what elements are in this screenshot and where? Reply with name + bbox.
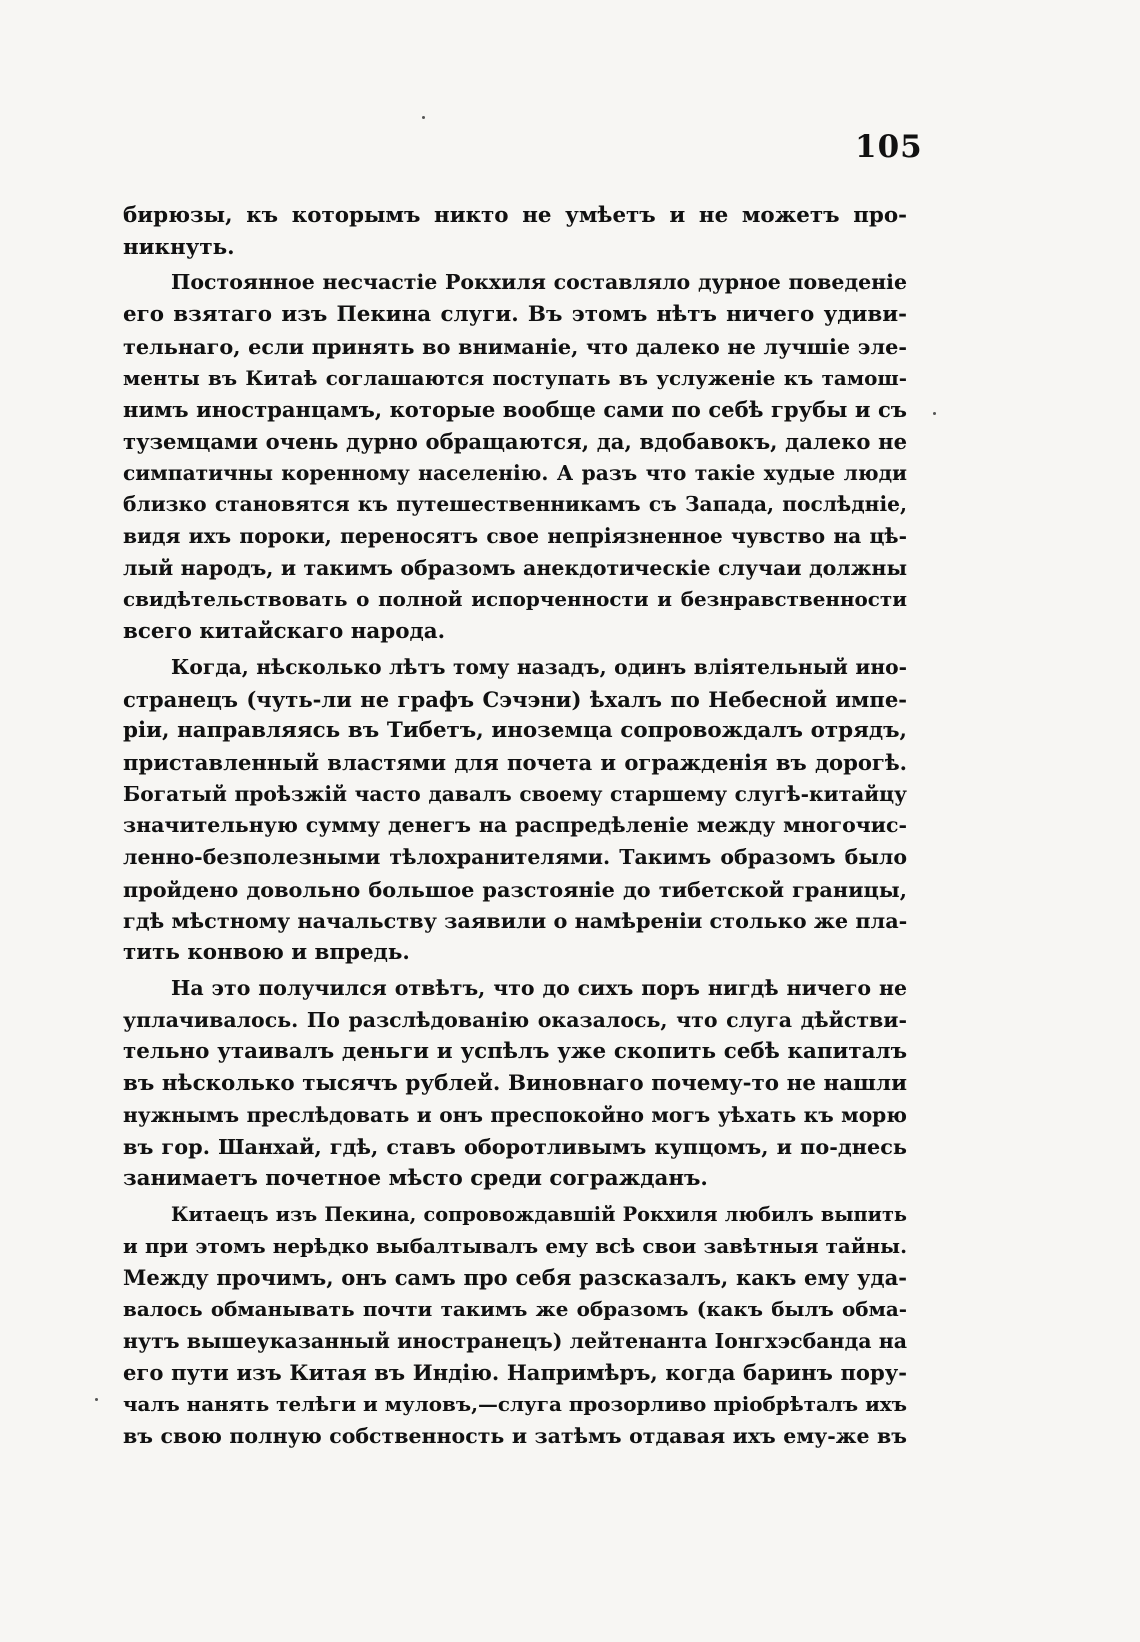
text-line: нутъ вышеуказанный иностранецъ) лейтенанта Іонгхэсбанда на bbox=[123, 1328, 907, 1353]
text-line: лый народъ, и такимъ образомъ анекдотическіе случаи должны bbox=[123, 555, 907, 580]
scan-speck bbox=[933, 412, 936, 415]
scan-speck bbox=[95, 1398, 98, 1401]
text-line: бирюзы, къ которымъ никто не умѣетъ и не можетъ про- bbox=[123, 203, 907, 228]
text-line: видя ихъ пороки, переносятъ свое непріязненное чувство на цѣ- bbox=[123, 524, 907, 549]
body-text bbox=[123, 200, 907, 1452]
text-line: Когда, нѣсколько лѣтъ тому назадъ, одинъ вліятельный ино- bbox=[171, 654, 907, 679]
text-line: тельно утаивалъ деньги и успѣлъ уже скопить себѣ капиталъ bbox=[123, 1039, 907, 1065]
text-line: ленно-безполезными тѣлохранителями. Такимъ образомъ было bbox=[123, 845, 907, 870]
text-line: гдѣ мѣстному начальству заявили о намѣреніи столько же пла- bbox=[123, 908, 907, 934]
scan-speck bbox=[422, 116, 425, 119]
text-line: Богатый проѣзжій часто давалъ своему старшему слугѣ-китайцу bbox=[123, 781, 907, 806]
text-line: менты въ Китаѣ соглашаются поступать въ услуженіе къ тамош- bbox=[123, 365, 907, 390]
text-line: его взятаго изъ Пекина слуги. Въ этомъ нѣтъ ничего удиви- bbox=[123, 302, 907, 328]
text-line: всего китайскаго народа. bbox=[123, 619, 446, 645]
text-line: въ свою полную собственность и затѣмъ отдавая ихъ ему-же въ bbox=[123, 1423, 907, 1448]
text-line: Китаецъ изъ Пекина, сопровождавшій Рокхиля любилъ выпить bbox=[171, 1202, 907, 1226]
text-line: приставленный властями для почета и огражденія въ дорогѣ. bbox=[123, 749, 907, 775]
text-line: нужнымъ преслѣдовать и онъ преспокойно могъ уѣхать къ морю bbox=[123, 1102, 907, 1127]
text-line: въ нѣсколько тысячъ рублей. Виновнаго почему-то не нашли bbox=[123, 1070, 907, 1096]
text-line: значительную сумму денегъ на распредѣленіе между многочис- bbox=[123, 813, 907, 838]
page-number: 105 bbox=[855, 129, 923, 165]
text-line: симпатичны коренному населенію. А разъ что такіе худые люди bbox=[123, 460, 907, 485]
text-line: Между прочимъ, онъ самъ про себя разсказалъ, какъ ему уда- bbox=[123, 1265, 907, 1291]
text-line: тить конвою и впредь. bbox=[123, 940, 410, 966]
text-line: въ гор. Шанхай, гдѣ, ставъ оборотливымъ купцомъ, и по-днесь bbox=[123, 1134, 907, 1160]
text-line: Постоянное несчастіе Рокхиля составляло дурное поведеніе bbox=[171, 270, 907, 295]
text-line: никнуть. bbox=[123, 234, 235, 260]
text-line: туземцами очень дурно обращаются, да, вдобавокъ, далеко не bbox=[123, 428, 907, 454]
text-line: близко становятся къ путешественникамъ съ Запада, послѣдніе, bbox=[123, 492, 907, 517]
text-line: нимъ иностранцамъ, которые вообще сами по себѣ грубы и съ bbox=[123, 397, 907, 423]
text-line: чалъ нанять телѣги и муловъ,—слуга прозорливо пріобрѣталъ ихъ bbox=[123, 1392, 907, 1417]
text-line: тельнаго, если принять во вниманіе, что далеко не лучшіе эле- bbox=[123, 333, 907, 359]
text-line: ріи, направляясь въ Тибетъ, иноземца сопровождалъ отрядъ, bbox=[123, 718, 907, 744]
text-line: и при этомъ нерѣдко выбалтывалъ ему всѣ свои завѣтныя тайны. bbox=[123, 1233, 907, 1258]
text-line: странецъ (чуть-ли не графъ Сэчэни) ѣхалъ по Небесной импе- bbox=[123, 686, 907, 712]
text-line: пройдено довольно большое разстояніе до тибетской границы, bbox=[123, 876, 907, 902]
text-line: занимаетъ почетное мѣсто среди согражданъ. bbox=[123, 1166, 708, 1192]
text-line: свидѣтельствовать о полной испорченности и безнравственности bbox=[123, 587, 907, 612]
text-line: валось обманывать почти такимъ же образомъ (какъ былъ обма- bbox=[123, 1296, 907, 1321]
text-line: уплачивалось. По разслѣдованію оказалось, что слуга дѣйстви- bbox=[123, 1007, 907, 1032]
text-line: На это получился отвѣтъ, что до сихъ поръ нигдѣ ничего не bbox=[171, 975, 907, 1000]
text-line: его пути изъ Китая въ Индію. Напримѣръ, когда баринъ пору- bbox=[123, 1360, 907, 1386]
